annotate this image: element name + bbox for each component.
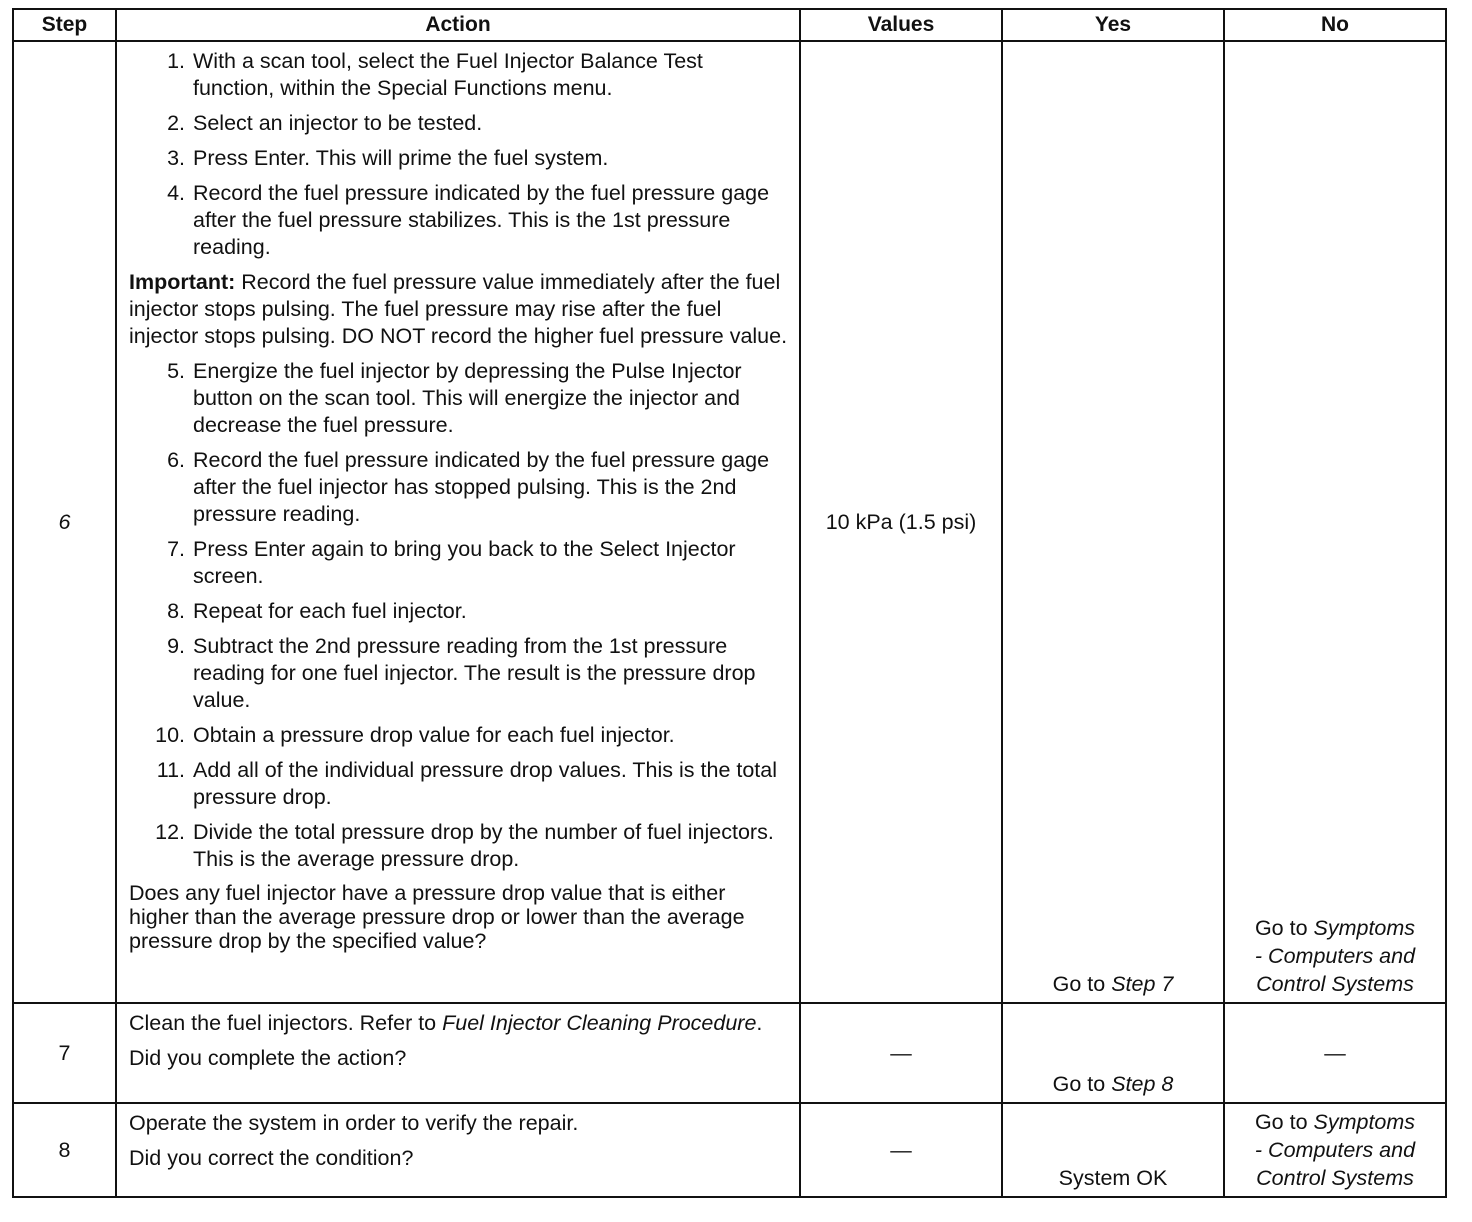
no-6-link-symptoms[interactable]: Symptoms (1313, 916, 1416, 940)
header-yes: Yes (1002, 9, 1224, 41)
yes-7-prefix: Go to (1052, 1072, 1112, 1096)
no-8-link-computers[interactable]: - Computers and (1254, 1138, 1416, 1162)
no-8-link-control[interactable]: Control Systems (1256, 1166, 1414, 1190)
list-item: 5. Energize the fuel injector by depressing the Pulse Injector button on the scan tool. This will energize the injector and decrease the fuel pressure. (167, 359, 742, 437)
step-number-8: 8 (13, 1103, 116, 1197)
list-item: 9. Subtract the 2nd pressure reading from the 1st pressure reading for one fuel injector. The result is the pressure drop value. (167, 634, 756, 712)
no-cell-6 (1224, 41, 1446, 1003)
list-item: 2. Select an injector to be tested. (167, 111, 483, 135)
list-item: 11. Add all of the individual pressure drop values. This is the total pressure drop. (156, 758, 778, 809)
step-7-question: Did you complete the action? (129, 1046, 407, 1070)
list-item: 12. Divide the total pressure drop by the number of fuel injectors. This is the average pressure drop. (155, 820, 774, 871)
yes-7-link[interactable]: Step 8 (1111, 1072, 1174, 1096)
yes-cell-7 (1002, 1003, 1224, 1103)
table-row-step-8 (13, 1103, 1446, 1197)
action-cell-6 (116, 41, 800, 1003)
values-cell-8: — (800, 1103, 1002, 1197)
table-row-step-6 (13, 41, 1446, 1003)
header-no: No (1224, 9, 1446, 41)
no-cell-8 (1224, 1103, 1446, 1197)
values-cell-7: — (800, 1003, 1002, 1103)
list-item: 7. Press Enter again to bring you back to the Select Injector screen. (167, 537, 736, 588)
table-row-step-7 (13, 1003, 1446, 1103)
yes-cell-6 (1002, 41, 1224, 1003)
step-number-6 (13, 41, 116, 1003)
fuel-injector-cleaning-link[interactable]: Fuel Injector Cleaning Procedure (442, 1011, 757, 1035)
list-item: 4. Record the fuel pressure indicated by the fuel pressure gage after the fuel pressure stabilizes. This is the 1st pressure reading. (167, 181, 770, 259)
yes-6-link[interactable]: Step 7 (1111, 972, 1174, 996)
diagnostic-table-page (12, 8, 1447, 1198)
action-cell-7 (116, 1003, 800, 1103)
important-label: Important: (129, 270, 236, 294)
header-step: Step (13, 9, 116, 41)
list-item: 10. Obtain a pressure drop value for each fuel injector. (155, 723, 675, 747)
no-8-prefix: Go to (1254, 1110, 1314, 1134)
header-values: Values (800, 9, 1002, 41)
step-6-label: 6 (58, 509, 71, 534)
yes-6-prefix: Go to (1052, 972, 1112, 996)
list-item: 6. Record the fuel pressure indicated by the fuel pressure gage after the fuel injector has stopped pulsing. This is the 2nd pressure reading. (167, 448, 770, 526)
action-cell-8 (116, 1103, 800, 1197)
no-6-link-control[interactable]: Control Systems (1256, 972, 1414, 996)
procedure-steps-a (129, 48, 791, 261)
procedure-steps-b (129, 358, 791, 873)
header-action: Action (116, 9, 800, 41)
no-8-link-symptoms[interactable]: Symptoms (1313, 1110, 1416, 1134)
no-cell-7: — (1224, 1003, 1446, 1103)
no-6-link-computers[interactable]: - Computers and (1254, 944, 1416, 968)
important-note (129, 269, 791, 350)
list-item: 8. Repeat for each fuel injector. (167, 599, 467, 623)
step-6-question: Does any fuel injector have a pressure drop value that is either higher than the average pressure drop or lower than the average pressure drop by the specified value? (129, 881, 745, 953)
step-8-question: Did you correct the condition? (129, 1146, 414, 1170)
no-6-prefix: Go to (1254, 916, 1314, 940)
yes-cell-8: System OK (1002, 1103, 1224, 1197)
step-7-action: Clean the fuel injectors. Refer to Fuel Injector Cleaning Procedure. (129, 1011, 763, 1035)
list-item: 3. Press Enter. This will prime the fuel system. (167, 146, 609, 170)
list-item: 1. With a scan tool, select the Fuel Injector Balance Test function, within the Special Functions menu. (167, 49, 703, 100)
step-number-7: 7 (13, 1003, 116, 1103)
values-cell-6: 10 kPa (1.5 psi) (800, 41, 1002, 1003)
header-row (13, 9, 1446, 41)
step-8-action: Operate the system in order to verify the repair. (129, 1111, 579, 1135)
important-text: Record the fuel pressure value immediately after the fuel injector stops pulsing. The fuel pressure may rise after the fuel injector stops pulsing. DO NOT record the higher fuel pressure value. (129, 270, 788, 348)
diagnostic-table (12, 8, 1447, 1198)
